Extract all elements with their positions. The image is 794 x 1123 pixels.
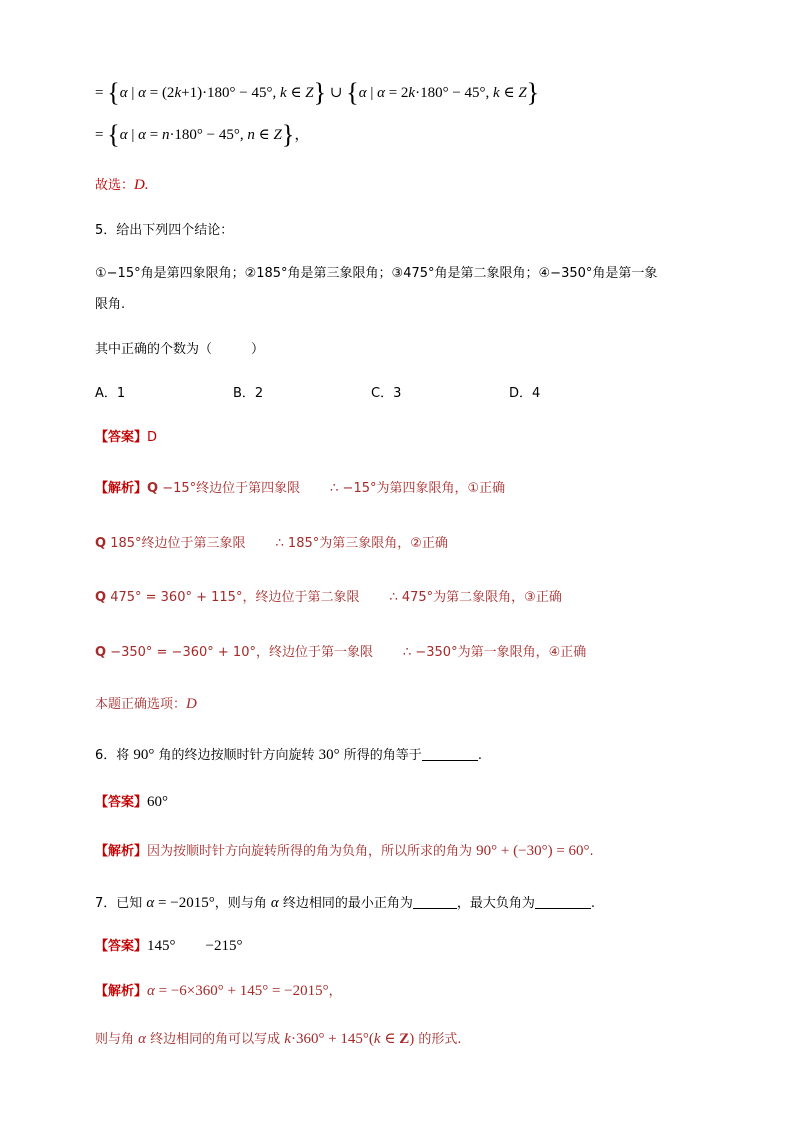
- q7-analysis: 【解析】α = −6×360° + 145° = −2015°，: [95, 983, 342, 999]
- answer-blank: [422, 747, 478, 761]
- q5-analysis-2: Q 185°终边位于第三象限 ∴ 185°为第三象限角，②正确: [95, 536, 448, 551]
- q7-analysis-last: 则与角 α 终边相同的角可以写成 k·360° + 145°(k ∈ Z) 的形式.: [95, 1031, 462, 1047]
- q5-stem: 5．给出下列四个结论：: [95, 223, 234, 238]
- q6-stem: 6．将 90° 角的终边按顺时针方向旋转 30° 所得的角等于 .: [95, 747, 482, 763]
- q7-stem: 7．已知 α = −2015°，则与角 α 终边相同的最小正角为 ，最大负角为 .: [95, 895, 596, 911]
- q5-items-line-2: 限角.: [95, 297, 126, 312]
- q5-analysis-4: Q −350° = −360° + 10°，终边位于第一象限 ∴ −350°为第一象限角，④正确: [95, 645, 587, 660]
- answer-blank: [413, 895, 457, 909]
- q5-options: [95, 387, 647, 400]
- derivation-line-2: = {α | α = n·180° − 45°, n ∈ Z}，: [95, 120, 310, 149]
- choice-line: 故选：D.: [95, 177, 149, 193]
- q6-analysis: 【解析】因为按顺时针方向旋转所得的角为负角，所以所求的角为 90° + (−30°) = 60°.: [95, 843, 594, 859]
- option-c: C．3: [371, 386, 402, 401]
- q5-analysis-1: 【解析】Q −15°终边位于第四象限 ∴ −15°为第四象限角，①正确: [95, 481, 506, 496]
- q5-analysis-3: Q 475° = 360° + 115°，终边位于第二象限 ∴ 475°为第二象限角，③正确: [95, 590, 562, 605]
- answer-blank: [535, 895, 591, 909]
- q5-items-line-1: ①−15°角是第四象限角；②185°角是第三象限角；③475°角是第二象限角；④−350°角是第一象: [95, 266, 658, 281]
- option-b: B．2: [233, 386, 264, 401]
- q5-answer: 【答案】D: [95, 430, 158, 445]
- option-d: D．4: [509, 386, 541, 401]
- q7-answer: 【答案】145° −215°: [95, 938, 243, 954]
- q5-ask: 其中正确的个数为（ ）: [95, 342, 265, 357]
- derivation-line-1: = {α | α = (2k+1)·180° − 45°, k ∈ Z} ∪ {α | α = 2k·180° − 45°, k ∈ Z}: [95, 78, 540, 107]
- option-a: A．1: [95, 386, 126, 401]
- q5-conclusion: 本题正确选项：D: [95, 696, 197, 712]
- q6-answer: 【答案】60°: [95, 794, 169, 810]
